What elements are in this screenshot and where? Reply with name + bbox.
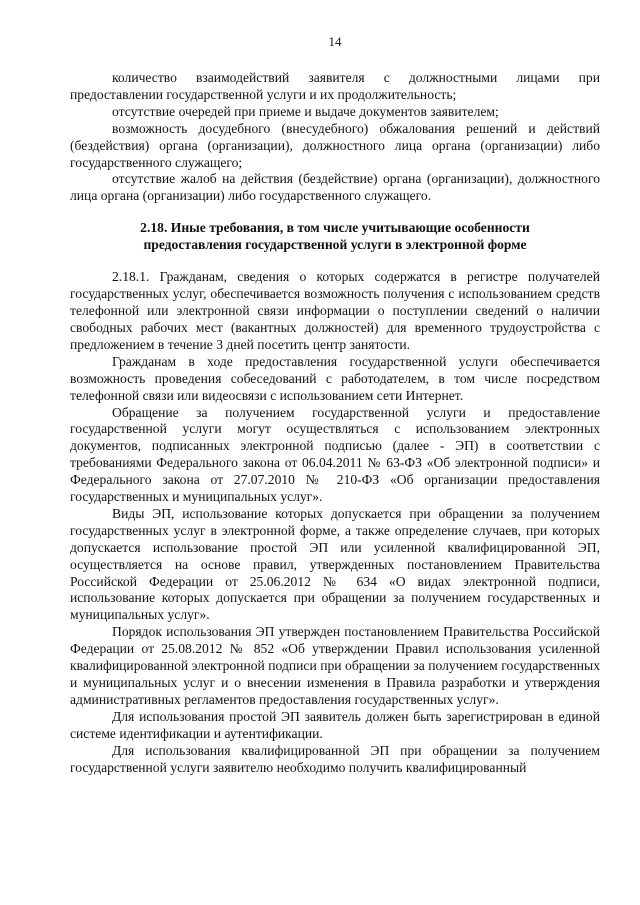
section-heading	[70, 219, 600, 253]
section-heading-line-1: 2.18. Иные требования, в том числе учитывающие особенности	[140, 220, 530, 236]
paragraph-intro-3: возможность досудебного (внесудебного) обжалования решений и действий (бездействия) органа (организации), должностного лица органа (организации) либо государственного служащего;	[70, 120, 600, 170]
paragraph-body-6: Для использования простой ЭП заявитель должен быть зарегистрирован в единой системе идентификации и аутентификации.	[70, 708, 600, 741]
paragraph-intro-1: количество взаимодействий заявителя с должностными лицами при предоставлении государственной услуги и их продолжительность;	[70, 70, 600, 102]
paragraph-body-7: Для использования квалифицированной ЭП при обращении за получением государственной услуги заявителю необходимо получить квалифицированный	[70, 742, 600, 775]
paragraph-body-5: Порядок использования ЭП утвержден постановлением Правительства Российской Федерации от 25.08.2012 № 852 «Об утверждении Правил использования усиленной квалифицированной электронной подписи при обращении за получением государственных и муниципальных услуг и о внесении изменения в Правила разработки и утверждения административных регламентов предоставления государственных услуг».	[70, 624, 600, 707]
paragraph-body-3: Обращение за получением государственной услуги и предоставление государственной услуги могут осуществляться с использованием электронных документов, подписанных электронной подписью (далее - ЭП) в соответствии с требованиями Федерального закона от 06.04.2011 № 63-ФЗ «Об электронной подписи» и Федерального закона от 27.07.2010 № 210-ФЗ «Об организации предоставления государственных и муниципальных услуг».	[70, 404, 600, 505]
paragraph-body-2: Гражданам в ходе предоставления государственной услуги обеспечивается возможность проведения собеседований с работодателем, в том числе посредством телефонной связи или видеосвязи с использованием сети Интернет.	[70, 353, 600, 403]
spacer	[70, 205, 600, 219]
section-heading-line-2: предоставления государственной услуги в электронной форме	[143, 237, 527, 253]
page-number: 14	[328, 34, 342, 49]
paragraph-body-4: Виды ЭП, использование которых допускается при обращении за получением государственных услуг в электронной форме, а также определение случаев, при которых допускается использование простой ЭП или усиленной квалифицированной ЭП, осуществляется на основе правил, утвержденных постановлением Правительства Российской Федерации от 25.06.2012 № 634 «О видах электронной подписи, использование которых допускается при обращении за получением государственных и муниципальных услуг».	[70, 505, 600, 623]
paragraph-intro-4: отсутствие жалоб на действия (бездействие) органа (организации), должностного лица органа (организации) либо государственного служащего.	[70, 171, 600, 204]
paragraph-intro-2: отсутствие очередей при приеме и выдаче документов заявителем;	[112, 103, 499, 119]
paragraph-body-1: 2.18.1. Гражданам, сведения о которых содержатся в регистре получателей государственных услуг, обеспечивается возможность получения с использованием средств телефонной или электронной связи информации о поступлении сведений о наличии свободных рабочих мест (вакантных должностей) для временного трудоустройства с предложением в течение 3 дней посетить центр занятости.	[70, 269, 600, 352]
